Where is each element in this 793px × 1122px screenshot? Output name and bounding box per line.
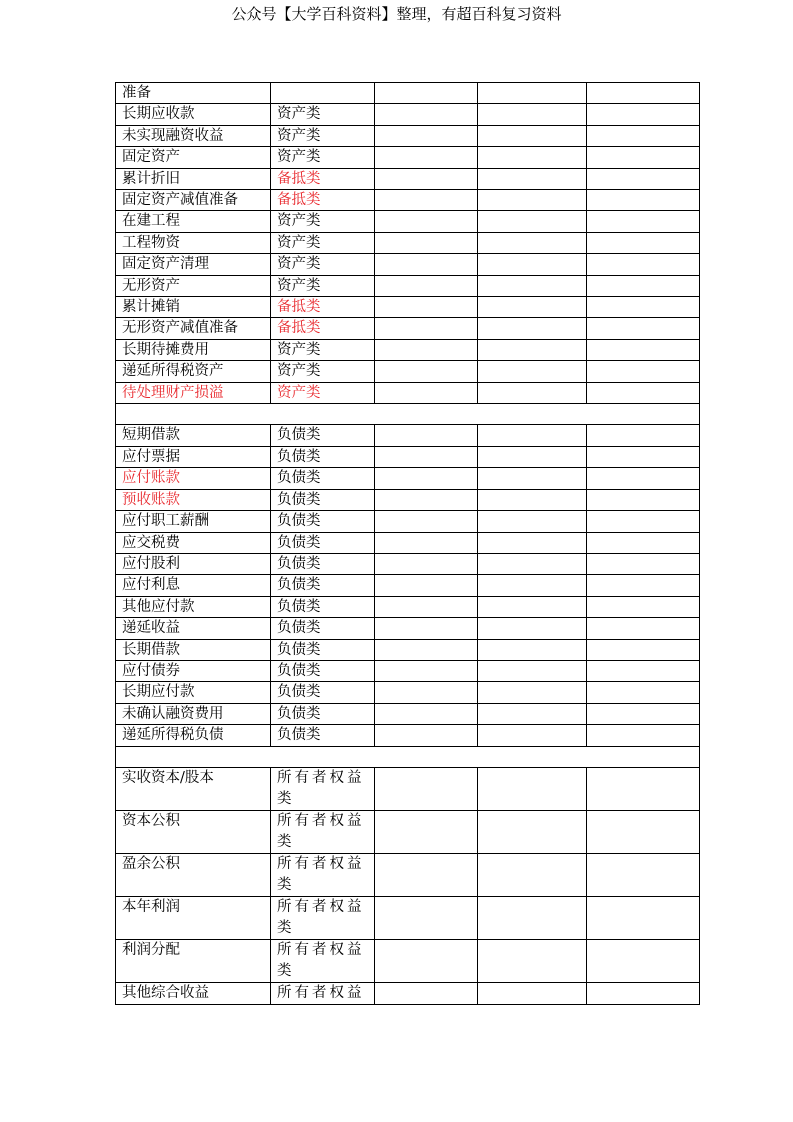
empty-cell — [375, 318, 478, 339]
empty-cell — [478, 468, 587, 489]
account-name-cell: 应付债券 — [116, 660, 271, 681]
empty-cell — [587, 125, 700, 146]
empty-cell — [375, 639, 478, 660]
empty-cell — [478, 703, 587, 724]
empty-cell — [375, 361, 478, 382]
table-row — [116, 425, 700, 446]
table-row — [116, 361, 700, 382]
empty-cell — [375, 575, 478, 596]
account-category-cell: 备抵类 — [271, 297, 375, 318]
table-row — [116, 596, 700, 617]
empty-cell — [478, 125, 587, 146]
empty-cell — [375, 532, 478, 553]
empty-cell — [375, 211, 478, 232]
account-name-cell: 在建工程 — [116, 211, 271, 232]
table-row — [116, 147, 700, 168]
empty-cell — [587, 767, 700, 810]
table-row — [116, 553, 700, 574]
empty-cell — [478, 254, 587, 275]
table-row — [116, 468, 700, 489]
account-name-cell: 其他综合收益 — [116, 982, 271, 1004]
table-row — [116, 703, 700, 724]
empty-cell — [587, 489, 700, 510]
empty-cell — [478, 767, 587, 810]
account-category-cell: 负债类 — [271, 446, 375, 467]
empty-cell — [375, 489, 478, 510]
table-row — [116, 104, 700, 125]
account-name-cell: 本年利润 — [116, 896, 271, 939]
account-name-cell: 无形资产 — [116, 275, 271, 296]
empty-cell — [478, 853, 587, 896]
account-name-cell: 长期应收款 — [116, 104, 271, 125]
empty-cell — [478, 297, 587, 318]
account-category-cell: 负债类 — [271, 703, 375, 724]
account-category-cell: 资产类 — [271, 275, 375, 296]
empty-cell — [587, 468, 700, 489]
account-name-cell: 应付票据 — [116, 446, 271, 467]
empty-cell — [478, 660, 587, 681]
account-category-cell: 资产类 — [271, 147, 375, 168]
account-category-cell: 资产类 — [271, 104, 375, 125]
account-name-cell: 待处理财产损溢 — [116, 382, 271, 403]
empty-cell — [478, 553, 587, 574]
empty-cell — [478, 511, 587, 532]
empty-cell — [375, 339, 478, 360]
account-category-cell: 所有者权益类 — [271, 939, 375, 982]
account-category-cell: 所有者权益 — [271, 982, 375, 1004]
empty-cell — [587, 703, 700, 724]
empty-cell — [587, 275, 700, 296]
empty-cell — [478, 682, 587, 703]
empty-cell — [478, 596, 587, 617]
empty-cell — [375, 767, 478, 810]
empty-cell — [375, 896, 478, 939]
account-name-cell: 长期应付款 — [116, 682, 271, 703]
empty-cell — [587, 190, 700, 211]
table-row — [116, 339, 700, 360]
table-row — [116, 939, 700, 982]
empty-cell — [587, 810, 700, 853]
account-name-cell: 长期待摊费用 — [116, 339, 271, 360]
table-row — [116, 896, 700, 939]
empty-cell — [587, 896, 700, 939]
empty-cell — [587, 618, 700, 639]
empty-cell — [587, 553, 700, 574]
empty-cell — [587, 660, 700, 681]
empty-cell — [587, 254, 700, 275]
empty-cell — [375, 618, 478, 639]
account-name-cell: 应付账款 — [116, 468, 271, 489]
account-category-cell: 备抵类 — [271, 318, 375, 339]
empty-cell — [587, 982, 700, 1004]
empty-cell — [478, 725, 587, 746]
empty-cell — [587, 511, 700, 532]
empty-cell — [375, 725, 478, 746]
section-separator-row — [116, 746, 700, 767]
account-name-cell: 其他应付款 — [116, 596, 271, 617]
empty-cell — [375, 596, 478, 617]
empty-cell — [587, 853, 700, 896]
table-row — [116, 982, 700, 1004]
account-name-cell: 递延收益 — [116, 618, 271, 639]
empty-cell — [478, 939, 587, 982]
account-category-cell: 资产类 — [271, 382, 375, 403]
account-category-cell: 负债类 — [271, 553, 375, 574]
empty-cell — [478, 83, 587, 104]
account-category-cell: 所有者权益类 — [271, 810, 375, 853]
empty-cell — [375, 553, 478, 574]
account-category-cell: 备抵类 — [271, 190, 375, 211]
empty-cell — [587, 104, 700, 125]
account-name-cell: 固定资产清理 — [116, 254, 271, 275]
empty-cell — [478, 639, 587, 660]
account-name-cell: 应付利息 — [116, 575, 271, 596]
empty-cell — [478, 147, 587, 168]
empty-cell — [478, 382, 587, 403]
empty-cell — [375, 168, 478, 189]
table-row — [116, 853, 700, 896]
account-category-cell: 负债类 — [271, 660, 375, 681]
table-row — [116, 532, 700, 553]
empty-cell — [478, 232, 587, 253]
account-name-cell: 长期借款 — [116, 639, 271, 660]
account-category-cell: 负债类 — [271, 682, 375, 703]
table-row — [116, 318, 700, 339]
table-row — [116, 275, 700, 296]
empty-cell — [587, 446, 700, 467]
table-row — [116, 232, 700, 253]
table-row — [116, 511, 700, 532]
empty-cell — [478, 104, 587, 125]
table-row — [116, 211, 700, 232]
empty-cell — [375, 254, 478, 275]
empty-cell — [478, 489, 587, 510]
empty-cell — [375, 853, 478, 896]
account-table — [115, 82, 700, 1005]
account-category-cell: 负债类 — [271, 725, 375, 746]
empty-cell — [587, 83, 700, 104]
account-category-cell: 所有者权益类 — [271, 853, 375, 896]
account-category-cell — [271, 83, 375, 104]
separator-cell — [116, 746, 700, 767]
account-category-cell: 资产类 — [271, 339, 375, 360]
account-category-cell: 资产类 — [271, 125, 375, 146]
table-row — [116, 83, 700, 104]
account-name-cell: 未实现融资收益 — [116, 125, 271, 146]
table-row — [116, 639, 700, 660]
empty-cell — [587, 382, 700, 403]
empty-cell — [375, 125, 478, 146]
account-name-cell: 递延所得税资产 — [116, 361, 271, 382]
empty-cell — [375, 446, 478, 467]
empty-cell — [587, 639, 700, 660]
account-category-cell: 负债类 — [271, 639, 375, 660]
account-name-cell: 工程物资 — [116, 232, 271, 253]
account-name-cell: 应交税费 — [116, 532, 271, 553]
empty-cell — [375, 660, 478, 681]
empty-cell — [587, 725, 700, 746]
empty-cell — [478, 810, 587, 853]
empty-cell — [587, 211, 700, 232]
account-name-cell: 资本公积 — [116, 810, 271, 853]
account-category-cell: 备抵类 — [271, 168, 375, 189]
empty-cell — [478, 575, 587, 596]
empty-cell — [478, 318, 587, 339]
table-row — [116, 190, 700, 211]
empty-cell — [587, 575, 700, 596]
account-name-cell: 利润分配 — [116, 939, 271, 982]
empty-cell — [375, 382, 478, 403]
table-row — [116, 297, 700, 318]
table-row — [116, 125, 700, 146]
empty-cell — [587, 147, 700, 168]
account-name-cell: 应付股利 — [116, 553, 271, 574]
account-name-cell: 固定资产 — [116, 147, 271, 168]
account-category-cell: 负债类 — [271, 596, 375, 617]
empty-cell — [375, 810, 478, 853]
account-category-cell: 负债类 — [271, 532, 375, 553]
empty-cell — [478, 211, 587, 232]
empty-cell — [375, 425, 478, 446]
empty-cell — [375, 939, 478, 982]
page-header: 公众号【大学百科资料】整理，有超百科复习资料 — [231, 5, 562, 23]
account-category-cell: 所有者权益类 — [271, 767, 375, 810]
account-category-cell: 所有者权益类 — [271, 896, 375, 939]
account-name-cell: 未确认融资费用 — [116, 703, 271, 724]
account-name-cell: 短期借款 — [116, 425, 271, 446]
empty-cell — [587, 232, 700, 253]
account-category-cell: 资产类 — [271, 361, 375, 382]
empty-cell — [478, 618, 587, 639]
empty-cell — [587, 318, 700, 339]
section-separator-row — [116, 404, 700, 425]
empty-cell — [375, 982, 478, 1004]
empty-cell — [375, 297, 478, 318]
empty-cell — [587, 596, 700, 617]
empty-cell — [375, 83, 478, 104]
table-row — [116, 660, 700, 681]
account-category-cell: 负债类 — [271, 489, 375, 510]
account-name-cell: 准备 — [116, 83, 271, 104]
empty-cell — [375, 190, 478, 211]
empty-cell — [375, 104, 478, 125]
account-category-cell: 资产类 — [271, 211, 375, 232]
table-row — [116, 254, 700, 275]
empty-cell — [478, 168, 587, 189]
empty-cell — [375, 275, 478, 296]
account-name-cell: 预收账款 — [116, 489, 271, 510]
empty-cell — [375, 682, 478, 703]
separator-cell — [116, 404, 700, 425]
table-row — [116, 767, 700, 810]
empty-cell — [375, 703, 478, 724]
empty-cell — [478, 275, 587, 296]
account-table-body — [116, 83, 700, 1005]
empty-cell — [375, 232, 478, 253]
empty-cell — [478, 896, 587, 939]
empty-cell — [478, 361, 587, 382]
account-category-cell: 资产类 — [271, 232, 375, 253]
table-row — [116, 810, 700, 853]
empty-cell — [478, 532, 587, 553]
empty-cell — [478, 982, 587, 1004]
empty-cell — [478, 425, 587, 446]
empty-cell — [478, 446, 587, 467]
empty-cell — [478, 190, 587, 211]
account-name-cell: 实收资本/股本 — [116, 767, 271, 810]
table-row — [116, 725, 700, 746]
empty-cell — [478, 339, 587, 360]
empty-cell — [587, 339, 700, 360]
empty-cell — [375, 468, 478, 489]
empty-cell — [587, 532, 700, 553]
table-row — [116, 382, 700, 403]
empty-cell — [375, 511, 478, 532]
table-row — [116, 168, 700, 189]
empty-cell — [587, 297, 700, 318]
account-name-cell: 无形资产减值准备 — [116, 318, 271, 339]
account-category-cell: 负债类 — [271, 511, 375, 532]
empty-cell — [587, 939, 700, 982]
account-category-cell: 资产类 — [271, 254, 375, 275]
account-name-cell: 盈余公积 — [116, 853, 271, 896]
account-category-cell: 负债类 — [271, 425, 375, 446]
account-category-cell: 负债类 — [271, 575, 375, 596]
empty-cell — [375, 147, 478, 168]
account-name-cell: 递延所得税负债 — [116, 725, 271, 746]
account-name-cell: 固定资产减值准备 — [116, 190, 271, 211]
empty-cell — [587, 682, 700, 703]
table-row — [116, 446, 700, 467]
account-category-cell: 负债类 — [271, 618, 375, 639]
account-name-cell: 累计摊销 — [116, 297, 271, 318]
table-row — [116, 575, 700, 596]
empty-cell — [587, 425, 700, 446]
table-row — [116, 618, 700, 639]
account-name-cell: 累计折旧 — [116, 168, 271, 189]
table-row — [116, 682, 700, 703]
table-row — [116, 489, 700, 510]
account-category-cell: 负债类 — [271, 468, 375, 489]
empty-cell — [587, 168, 700, 189]
account-name-cell: 应付职工薪酬 — [116, 511, 271, 532]
empty-cell — [587, 361, 700, 382]
